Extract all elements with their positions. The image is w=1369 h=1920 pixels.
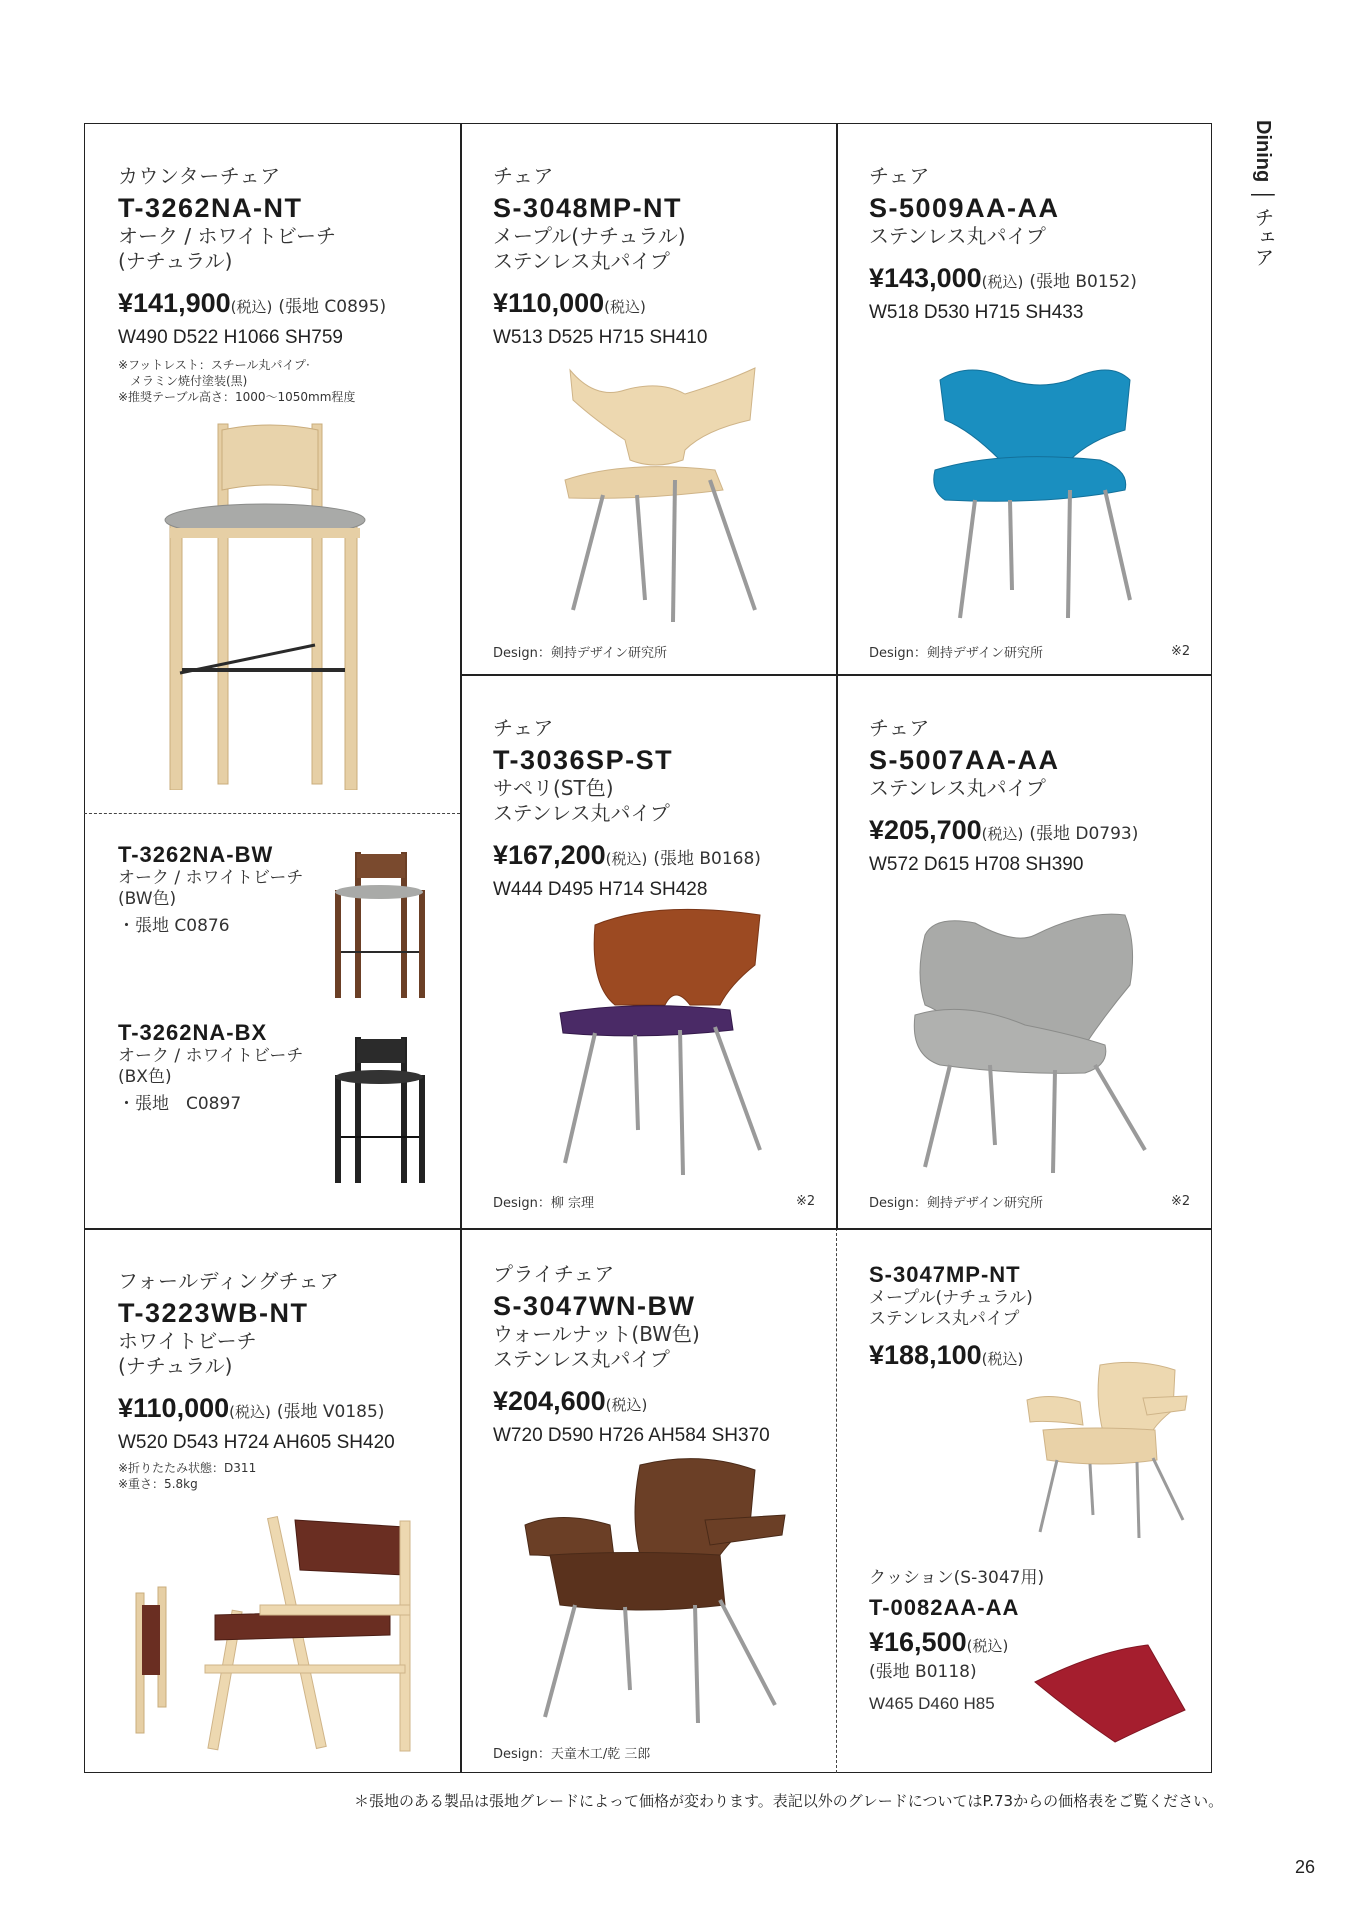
designer-credit: Design：剣持デザイン研究所 (493, 646, 667, 661)
grid-divider-dashed (84, 813, 460, 814)
fabric-code: (張地 B0152) (1029, 272, 1137, 292)
product-card (493, 712, 833, 901)
product-model: S-5007AA-AA (869, 745, 1060, 775)
product-category: チェア (869, 716, 930, 740)
product-material: メープル(ナチュラル) (869, 1288, 1033, 1308)
product-card (869, 1262, 1199, 1371)
product-material: ステンレス丸パイプ (493, 1347, 670, 1371)
tax-label: (税込) (605, 1396, 648, 1414)
red-cushion-image (1030, 1640, 1190, 1745)
product-price: ¥141,900 (118, 288, 231, 318)
variant-material: (BX色) (118, 1067, 172, 1087)
product-price: ¥110,000 (118, 1393, 230, 1423)
product-note: ※重さ：5.8kg (118, 1477, 198, 1491)
folded-chair-image (128, 1585, 183, 1735)
product-price: ¥205,700 (869, 815, 982, 845)
product-material: (ナチュラル) (118, 249, 233, 273)
grid-divider (84, 1228, 1212, 1230)
variant-card (118, 842, 318, 937)
product-price: ¥188,100 (869, 1340, 982, 1370)
product-dimensions: W465 D460 H85 (869, 1694, 995, 1713)
product-price: ¥110,000 (493, 288, 605, 318)
variant-model: T-3262NA-BW (118, 842, 274, 867)
product-price: ¥167,200 (493, 840, 606, 870)
product-category: プライチェア (493, 1262, 615, 1286)
product-material: ウォールナット(BW色) (493, 1322, 700, 1346)
product-note: ※推奨テーブル高さ：1000〜1050mm程度 (118, 390, 356, 404)
variant-fabric: ・張地 C0897 (118, 1094, 242, 1114)
product-material: オーク / ホワイトビーチ (118, 224, 337, 248)
product-material: ステンレス丸パイプ (493, 249, 670, 273)
variant-card (118, 1020, 318, 1115)
variant-model: T-3262NA-BX (118, 1020, 268, 1045)
gray-lounge-chair-image (905, 905, 1150, 1175)
tax-label: (税込) (604, 298, 646, 316)
section-label: Dining (1252, 120, 1274, 183)
tax-label: (税込) (981, 1350, 1024, 1368)
fabric-code: (張地 D0793) (1029, 824, 1139, 844)
grid-divider-dashed (836, 1228, 837, 1773)
product-price: ¥16,500 (869, 1627, 967, 1657)
product-model: S-3048MP-NT (493, 193, 683, 223)
product-category: チェア (493, 716, 554, 740)
product-category: フォールディングチェア (118, 1269, 340, 1293)
maple-chair-image (555, 360, 765, 625)
product-card (869, 712, 1209, 876)
grid-divider (836, 123, 838, 1228)
product-material: ステンレス丸パイプ (869, 776, 1046, 800)
tax-label: (税込) (229, 1403, 271, 1421)
note-mark: ※2 (1171, 644, 1191, 659)
maple-ply-chair-image (1025, 1360, 1190, 1540)
product-dimensions: W490 D522 H1066 SH759 (118, 327, 343, 348)
product-card (118, 1265, 458, 1492)
grid-divider (460, 123, 462, 1773)
variant-material: オーク / ホワイトビーチ (118, 1046, 304, 1066)
product-model: T-3223WB-NT (118, 1298, 309, 1328)
folding-chair-image (200, 1515, 425, 1755)
variant-material: (BW色) (118, 889, 177, 909)
walnut-ply-chair-image (520, 1455, 790, 1725)
product-model: T-0082AA-AA (869, 1595, 1020, 1620)
fabric-code: (張地 V0185) (276, 1402, 385, 1422)
product-dimensions: W518 D530 H715 SH433 (869, 302, 1084, 323)
note-mark: ※2 (796, 1194, 816, 1209)
product-note: メラミン焼付塗装(黒) (118, 374, 248, 388)
designer-credit: Design：天童木工/乾 三郎 (493, 1747, 651, 1762)
tax-label: (税込) (230, 298, 273, 316)
product-category: チェア (493, 164, 554, 188)
black-counter-chair-image (333, 1035, 428, 1185)
side-tab: Dining │ チェア (1251, 120, 1275, 267)
product-material: (ナチュラル) (118, 1354, 233, 1378)
product-card (493, 160, 823, 349)
note-mark: ※2 (1171, 1194, 1191, 1209)
product-card (493, 1258, 833, 1447)
product-model: S-5009AA-AA (869, 193, 1060, 223)
designer-credit: Design：剣持デザイン研究所 (869, 1196, 1043, 1211)
fabric-code: (張地 B0118) (869, 1662, 977, 1682)
product-material: ステンレス丸パイプ (869, 1309, 1020, 1329)
product-card (118, 160, 448, 405)
grid-divider (460, 674, 1212, 676)
product-model: S-3047MP-NT (869, 1262, 1021, 1287)
product-dimensions: W520 D543 H724 AH605 SH420 (118, 1432, 395, 1453)
fabric-code: (張地 C0895) (278, 297, 387, 317)
designer-credit: Design：柳 宗理 (493, 1196, 595, 1211)
product-model: T-3036SP-ST (493, 745, 674, 775)
product-material: ステンレス丸パイプ (493, 801, 670, 825)
footer-note: ＊張地のある製品は張地グレードによって価格が変わります。表記以外のグレードについてはP.73からの価格表をご覧ください。 (354, 1792, 1224, 1810)
product-price: ¥143,000 (869, 263, 982, 293)
variant-fabric: ・張地 C0876 (118, 916, 230, 936)
product-dimensions: W572 D615 H708 SH390 (869, 854, 1084, 875)
tax-label: (税込) (966, 1637, 1009, 1655)
product-material: ホワイトビーチ (118, 1329, 257, 1353)
product-model: T-3262NA-NT (118, 193, 303, 223)
category-label: チェア (1251, 206, 1275, 267)
sapele-chair-image (555, 905, 770, 1175)
product-dimensions: W444 D495 H714 SH428 (493, 879, 708, 900)
product-note: ※折りたたみ状態：D311 (118, 1461, 257, 1475)
product-material: サペリ(ST色) (493, 776, 614, 800)
product-note: ※フットレスト：スチール丸パイプ· (118, 358, 310, 372)
page-number: 26 (1294, 1857, 1315, 1877)
product-category: クッション(S-3047用) (869, 1568, 1045, 1588)
product-material: ステンレス丸パイプ (869, 224, 1046, 248)
product-dimensions: W513 D525 H715 SH410 (493, 327, 708, 348)
tax-label: (税込) (605, 850, 648, 868)
product-card (869, 160, 1209, 324)
product-material: メープル(ナチュラル) (493, 224, 686, 248)
blue-chair-image (930, 360, 1145, 620)
tax-label: (税込) (981, 825, 1024, 843)
brown-counter-chair-image (333, 850, 428, 1000)
tax-label: (税込) (981, 273, 1024, 291)
variant-material: オーク / ホワイトビーチ (118, 868, 304, 888)
designer-credit: Design：剣持デザイン研究所 (869, 646, 1043, 661)
product-dimensions: W720 D590 H726 AH584 SH370 (493, 1425, 770, 1446)
product-model: S-3047WN-BW (493, 1291, 696, 1321)
product-category: カウンターチェア (118, 164, 281, 188)
product-price: ¥204,600 (493, 1386, 606, 1416)
fabric-code: (張地 B0168) (653, 849, 761, 869)
product-category: チェア (869, 164, 930, 188)
counter-chair-image (160, 420, 380, 790)
